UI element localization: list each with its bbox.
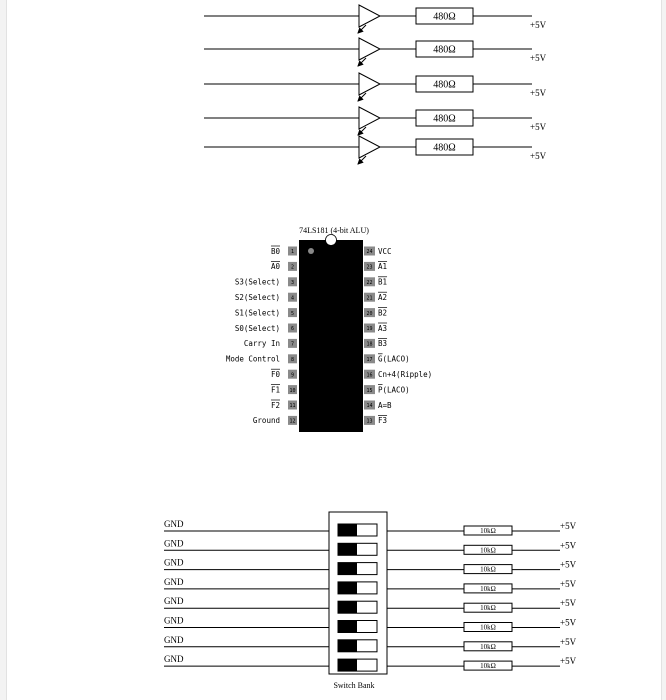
resistor-value-label: 480Ω	[433, 44, 456, 56]
pin-label: F2	[270, 400, 280, 410]
led-driver-row	[204, 107, 547, 135]
dip-switch-actuator	[338, 621, 357, 633]
pin-label: Carry In	[243, 339, 280, 349]
pin1-indicator-dot	[308, 248, 314, 254]
pin-number: 8	[290, 357, 295, 363]
pin-label: B1	[378, 277, 388, 287]
chip-pin-right	[364, 338, 387, 348]
chip-notch	[326, 235, 337, 246]
gnd-label: GND	[164, 615, 184, 626]
pin-label: G(LACO)	[378, 354, 410, 364]
pin-label: F0	[270, 370, 280, 379]
pin-number: 13	[366, 418, 373, 425]
chip-pin-left	[253, 416, 297, 425]
pin-number: 19	[366, 326, 373, 333]
dip-switch-actuator	[338, 524, 357, 536]
pin-number: 14	[366, 403, 373, 410]
supply-voltage-label: +5V	[560, 636, 577, 647]
gnd-label: GND	[164, 576, 184, 587]
pin-label: Cn+4(Ripple)	[378, 370, 433, 379]
supply-voltage-label: +5V	[530, 122, 547, 132]
chip-pin-right	[364, 354, 410, 364]
resistor-value-label: 10kΩ	[480, 565, 496, 574]
pin-number: 9	[290, 372, 295, 379]
pin-label: B3	[378, 339, 388, 349]
pin-label: F1	[270, 385, 280, 395]
resistor-value-label: 480Ω	[433, 11, 456, 23]
pin-number: 17	[366, 357, 373, 363]
pin-number: 12	[289, 418, 296, 425]
resistor-value-label: 10kΩ	[480, 623, 496, 632]
resistor-value-label: 10kΩ	[480, 604, 496, 613]
chip-pin-right	[364, 308, 387, 318]
chip-pin-left	[226, 354, 297, 363]
chip-pin-right	[364, 277, 387, 287]
pin-label: A1	[378, 262, 388, 272]
gnd-label: GND	[164, 596, 184, 607]
resistor-value-label: 10kΩ	[480, 642, 496, 651]
chip-pin-right	[364, 370, 432, 379]
led-driver-row	[204, 38, 547, 66]
alu-chip-title: 74LS181 (4-bit ALU)	[299, 226, 369, 235]
chip-pin-left	[235, 277, 297, 286]
pin-number: 3	[290, 280, 295, 286]
supply-voltage-label: +5V	[560, 540, 577, 551]
supply-voltage-label: +5V	[560, 617, 577, 628]
pin-number: 11	[289, 403, 296, 410]
chip-pin-right	[364, 247, 392, 256]
resistor-value-label: 10kΩ	[480, 662, 496, 671]
pin-number: 6	[290, 326, 295, 333]
pin-label: A=B	[378, 400, 392, 410]
pin-label: B0	[270, 246, 280, 256]
pin-label: B2	[378, 308, 388, 318]
chip-pin-left	[235, 293, 297, 302]
supply-voltage-label: +5V	[560, 521, 577, 531]
led-driver-row	[204, 5, 547, 33]
pin-number: 2	[290, 264, 295, 271]
chip-pin-right	[364, 385, 410, 395]
resistor-value-label: 480Ω	[433, 113, 456, 125]
chip-pin-left	[235, 308, 297, 317]
chip-pin-left	[271, 369, 297, 379]
dip-switch-actuator	[338, 659, 357, 671]
pin-label: F3	[378, 416, 388, 426]
pin-label: A0	[270, 262, 280, 272]
supply-voltage-label: +5V	[530, 88, 547, 98]
supply-voltage-label: +5V	[560, 598, 577, 609]
dip-switch-actuator	[338, 582, 357, 594]
resistor-value-label: 10kΩ	[480, 584, 496, 593]
chip-pin-right	[364, 261, 387, 271]
pin-label: A3	[378, 323, 388, 333]
pin-label: S0(Select)	[234, 323, 280, 333]
gnd-label: GND	[164, 634, 184, 645]
chip-pin-left	[271, 246, 297, 256]
pin-number: 22	[366, 280, 373, 286]
chip-pin-right	[364, 292, 387, 302]
chip-pin-right	[364, 415, 387, 425]
supply-voltage-label: +5V	[560, 578, 577, 589]
supply-voltage-label: +5V	[530, 53, 547, 63]
switch-bank-section	[164, 512, 577, 690]
supply-voltage-label: +5V	[560, 559, 577, 570]
pin-number: 23	[366, 264, 373, 271]
dip-switch-actuator	[338, 601, 357, 613]
pin-number: 7	[290, 341, 295, 348]
chip-pin-left	[271, 385, 297, 395]
pin-number: 18	[366, 341, 373, 348]
buffer-triangle-icon	[359, 38, 380, 60]
pin-number: 1	[290, 249, 295, 256]
pin-label: S2(Select)	[234, 293, 280, 302]
gnd-label: GND	[164, 538, 184, 549]
switch-bank-label: Switch Bank	[333, 681, 375, 690]
pin-number: 5	[290, 310, 295, 317]
buffer-triangle-icon	[359, 73, 380, 95]
pin-label: A2	[378, 293, 388, 302]
gnd-label: GND	[164, 519, 184, 529]
chip-pin-left	[271, 400, 297, 410]
gnd-label: GND	[164, 557, 184, 568]
pin-label: Mode Control	[225, 354, 280, 364]
chip-pin-left	[235, 324, 297, 333]
schematic-page	[6, 0, 662, 700]
buffer-triangle-icon	[359, 5, 380, 27]
pin-label: S3(Select)	[234, 277, 280, 287]
chip-pin-left	[271, 261, 297, 271]
pin-number: 21	[366, 295, 373, 302]
resistor-value-label: 480Ω	[433, 79, 456, 91]
chip-pin-right	[364, 401, 392, 410]
dip-switch-actuator	[338, 543, 357, 555]
alu-chip-section	[226, 226, 432, 432]
pin-number: 4	[290, 295, 295, 302]
pin-label: P(LACO)	[378, 385, 410, 395]
pin-number: 16	[366, 372, 373, 379]
buffer-triangle-icon	[359, 136, 380, 158]
schematic-diagram	[7, 0, 661, 700]
pin-number: 10	[289, 387, 296, 394]
alu-chip-body	[299, 240, 363, 432]
chip-pin-left	[244, 339, 297, 348]
dip-switch-actuator	[338, 640, 357, 652]
resistor-value-label: 10kΩ	[480, 527, 496, 535]
pin-label: S1(Select)	[234, 308, 280, 318]
led-driver-row	[204, 73, 547, 101]
pin-label: VCC	[378, 246, 392, 256]
buffer-triangle-icon	[359, 107, 380, 129]
supply-voltage-label: +5V	[530, 151, 547, 161]
pin-number: 15	[366, 387, 373, 394]
led-driver-row	[204, 136, 547, 164]
led-driver-section	[204, 5, 547, 164]
pin-label: Ground	[252, 416, 280, 426]
dip-switch-actuator	[338, 563, 357, 575]
supply-voltage-label: +5V	[530, 20, 547, 30]
gnd-label: GND	[164, 654, 184, 665]
supply-voltage-label: +5V	[560, 656, 577, 667]
resistor-value-label: 10kΩ	[480, 546, 496, 555]
pin-number: 24	[366, 249, 373, 256]
chip-pin-right	[364, 323, 387, 333]
resistor-value-label: 480Ω	[433, 142, 456, 154]
pin-number: 20	[366, 310, 373, 317]
